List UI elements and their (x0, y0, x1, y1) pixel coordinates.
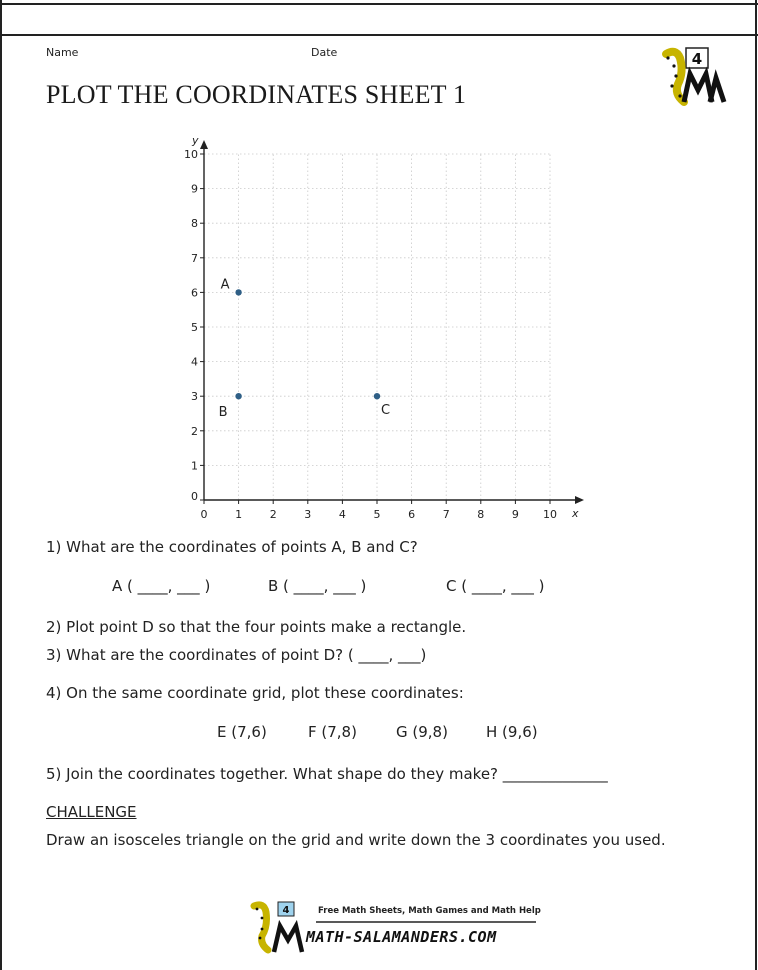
point-label-a: A (220, 277, 230, 293)
left-border (0, 0, 2, 970)
x-tick-label: 7 (442, 508, 450, 521)
x-tick-label: 0 (200, 508, 208, 521)
x-tick-label: 6 (408, 508, 416, 521)
y-tick-label: 3 (191, 390, 198, 404)
answer-a: A ( ____, ___ ) (112, 577, 211, 595)
answer-c: C ( ____, ___ ) (446, 577, 545, 595)
point-b (235, 393, 241, 399)
challenge-heading: CHALLENGE (46, 803, 137, 821)
point-label-c: C (381, 403, 391, 419)
y-tick-label: 7 (191, 251, 198, 265)
y-axis-label: y (192, 134, 199, 147)
x-tick-label: 5 (373, 508, 381, 521)
x-tick-label: 1 (235, 508, 243, 521)
answer-b: B ( ____, ___ ) (268, 577, 367, 595)
question-4: 4) On the same coordinate grid, plot these coordinates: (46, 684, 464, 702)
y-tick-label: 5 (191, 321, 198, 334)
x-tick-label: 8 (477, 508, 485, 521)
footer-site: MATH-SALAMANDERS.COM (306, 928, 497, 946)
salamander-logo-icon (654, 44, 728, 108)
footer-tagline: Free Math Sheets, Math Games and Math Help (318, 906, 541, 916)
name-label: Name (46, 46, 79, 59)
coordinate-grid[interactable] (170, 132, 590, 522)
coord-f: F (7,8) (308, 723, 357, 741)
y-tick-label: 6 (191, 286, 198, 300)
y-tick-label: 10 (184, 148, 198, 161)
challenge-text: Draw an isosceles triangle on the grid and write down the 3 coordinates you used. (46, 831, 666, 849)
question-2: 2) Plot point D so that the four points make a rectangle. (46, 618, 467, 636)
x-tick-label: 9 (511, 508, 519, 521)
right-border (755, 0, 757, 970)
y-tick-label: 1 (191, 459, 198, 473)
y-tick-label: 9 (191, 182, 198, 196)
x-axis-arrow-icon (575, 496, 584, 504)
grade-badge: 4 (691, 50, 703, 68)
x-tick-label: 2 (269, 508, 277, 521)
y-tick-label: 0 (191, 490, 198, 503)
point-label-b: B (218, 405, 228, 421)
point-c (374, 393, 380, 399)
coord-g: G (9,8) (396, 723, 448, 741)
footer-badge: 4 (282, 905, 290, 916)
x-axis-label: x (572, 507, 579, 520)
coord-e: E (7,6) (217, 723, 267, 741)
x-tick-label: 4 (338, 508, 346, 521)
question-5: 5) Join the coordinates together. What shape do they make? ______________ (46, 765, 608, 783)
date-label: Date (311, 46, 338, 59)
y-axis-arrow-icon (200, 140, 208, 149)
top-border (0, 3, 758, 5)
y-tick-label: 4 (191, 355, 198, 369)
x-tick-label: 3 (304, 508, 312, 521)
point-a (235, 289, 241, 295)
y-tick-label: 2 (191, 424, 198, 438)
page-title: PLOT THE COORDINATES SHEET 1 (46, 80, 467, 109)
x-tick-label: 10 (543, 508, 557, 521)
question-1: 1) What are the coordinates of points A, B and C? (46, 538, 418, 556)
question-3: 3) What are the coordinates of point D? ( ____, ___) (46, 646, 427, 664)
y-tick-label: 8 (191, 217, 198, 231)
coord-h: H (9,6) (486, 723, 538, 741)
top-border-inner (0, 34, 758, 36)
